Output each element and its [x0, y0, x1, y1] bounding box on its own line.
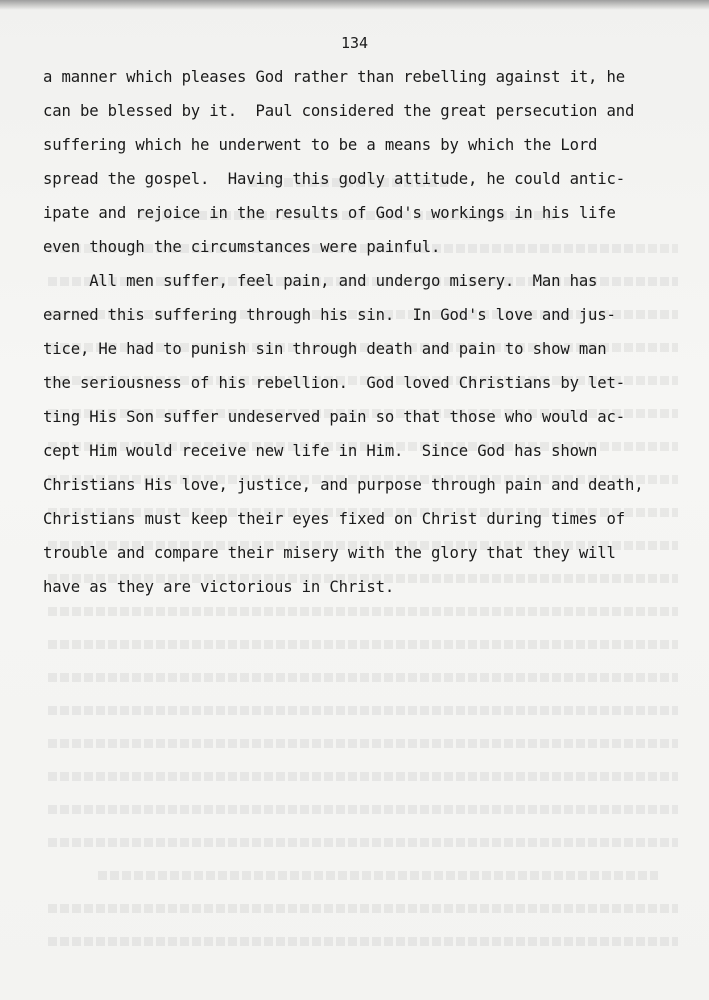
text-line: trouble and compare their misery with the glory that they will: [43, 544, 616, 562]
text-line: All men suffer, feel pain, and undergo misery. Man has: [43, 272, 598, 290]
scan-edge-shadow: [0, 0, 709, 10]
text-line: cept Him would receive new life in Him. Since God has shown: [43, 442, 598, 460]
text-line: have as they are victorious in Christ.: [43, 578, 395, 596]
text-line: the seriousness of his rebellion. God loved Christians by let-: [43, 374, 626, 392]
text-line: earned this suffering through his sin. In God's love and jus-: [43, 306, 616, 324]
text-line: Christians His love, justice, and purpose through pain and death,: [43, 476, 644, 494]
text-line: can be blessed by it. Paul considered the great persecution and: [43, 102, 635, 120]
body-text: [43, 60, 683, 604]
text-line: ting His Son suffer undeserved pain so that those who would ac-: [43, 408, 626, 426]
text-line: suffering which he underwent to be a means by which the Lord: [43, 136, 598, 154]
text-line: a manner which pleases God rather than rebelling against it, he: [43, 68, 626, 86]
text-line: spread the gospel. Having this godly attitude, he could antic-: [43, 170, 626, 188]
text-line: Christians must keep their eyes fixed on Christ during times of: [43, 510, 626, 528]
text-line: tice, He had to punish sin through death and pain to show man: [43, 340, 607, 358]
page-number: 134: [340, 34, 369, 52]
text-line: ipate and rejoice in the results of God's workings in his life: [43, 204, 616, 222]
text-line: even though the circumstances were painful.: [43, 238, 441, 256]
